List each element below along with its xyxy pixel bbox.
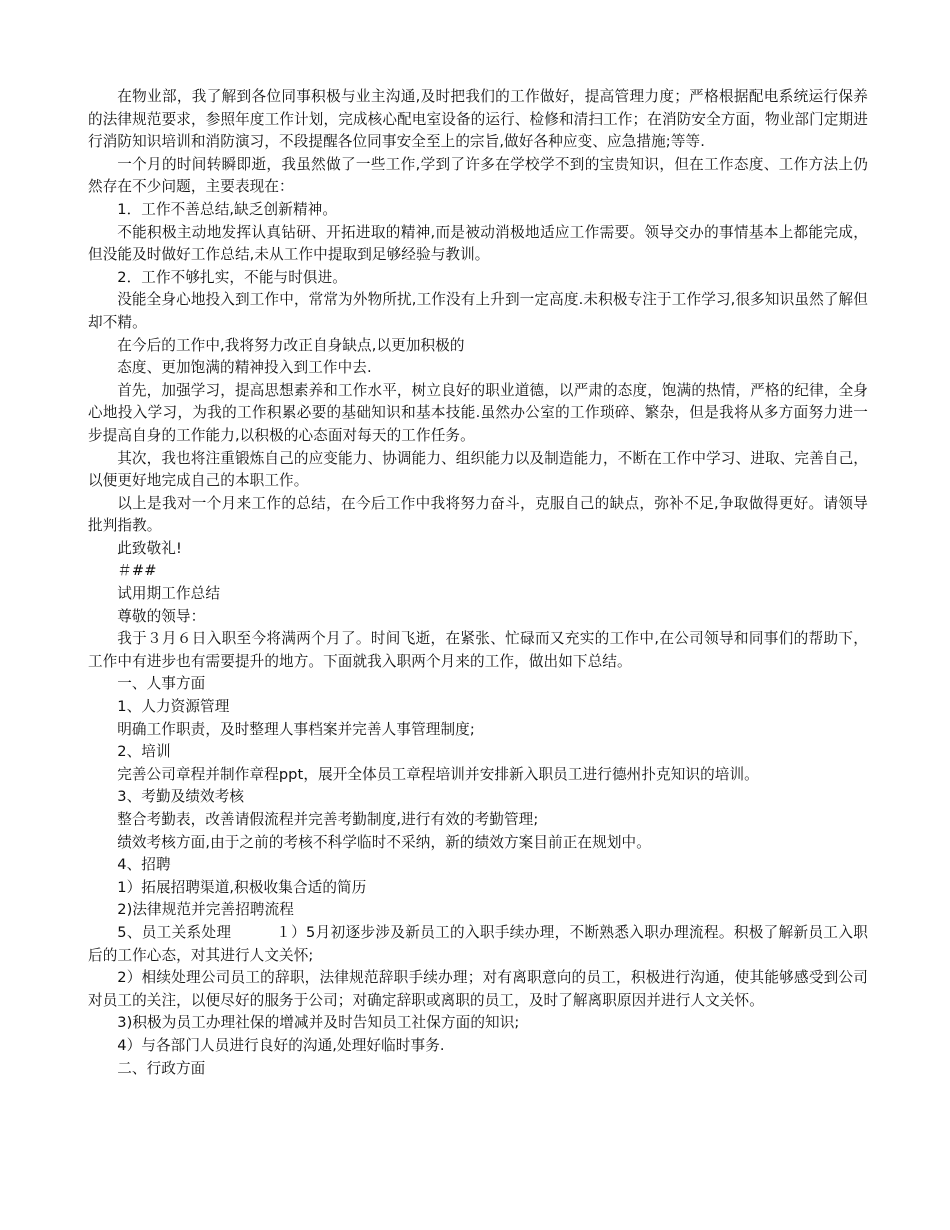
paragraph: 2．工作不够扎实，不能与时俱进。 xyxy=(117,268,347,286)
paragraph: 以上是我对一个月来工作的总结，在今后工作中我将努力奋斗，克服自己的缺点，弥补不足,争取做得更好。请领导批判指教。 xyxy=(88,494,868,535)
list-item: 3)积极为员工办理社保的增减并及时告知员工社保方面的知识; xyxy=(117,1014,520,1032)
paragraph: 完善公司章程并制作章程ppt，展开全体员工章程培训并安排新入职员工进行德州扑克知识的培训。 xyxy=(117,765,759,783)
paragraph: 绩效考核方面,由于之前的考核不科学临时不采纳，新的绩效方案目前正在规划中。 xyxy=(117,833,651,851)
closing-salutation: 此致敬礼! xyxy=(117,539,182,557)
paragraph: 首先，加强学习，提高思想素养和工作水平，树立良好的职业道德，以严肃的态度，饱满的热情，严格的纪律，全身心地投入学习，为我的工作积累必要的基础知识和基本技能.虽然办公室的工作琐碎、繁杂，但是我将从多方面努力进一步提高自身的工作能力,以积极的心态面对每天的工作任务。 xyxy=(88,381,868,444)
paragraph: 一个月的时间转瞬即逝，我虽然做了一些工作,学到了许多在学校学不到的宝贵知识，但在工作态度、工作方法上仍然存在不少问题，主要表现在： xyxy=(88,155,868,196)
subsection-heading: 3、考勤及绩效考核 xyxy=(117,788,245,806)
paragraph: 我于３月６日入职至今将满两个月了。时间飞逝，在紧张、忙碌而又充实的工作中,在公司领导和同事们的帮助下，工作中有进步也有需要提升的地方。下面就我入职两个月来的工作，做出如下总结。 xyxy=(88,630,868,670)
document-body xyxy=(88,86,868,1080)
paragraph: 5、员工关系处理 １）5月初逐步涉及新员工的入职手续办理，不断熟悉入职办理流程。积极了解新员工入职后的工作心态，对其进行人文关怀; xyxy=(88,923,868,964)
list-item: 2）相续处理公司员工的辞职，法律规范辞职手续办理；对有离职意向的员工，积极进行沟通，使其能够感受到公司对员工的关注，以便尽好的服务于公司；对确定辞职或离职的员工，及时了解离职原因并进行人文关怀。 xyxy=(88,969,868,1009)
section-heading: 二、行政方面 xyxy=(117,1059,206,1077)
list-item: 4）与各部门人员进行良好的沟通,处理好临时事务. xyxy=(117,1036,445,1054)
list-item: 1）拓展招聘渠道,积极收集合适的简历 xyxy=(117,878,367,896)
paragraph: 在今后的工作中,我将努力改正自身缺点,以更加积极的 xyxy=(117,336,465,354)
paragraph: 1．工作不善总结,缺乏创新精神。 xyxy=(117,200,338,218)
paragraph: 不能积极主动地发挥认真钻研、开拓进取的精神,而是被动消极地适应工作需要。领导交办的事情基本上都能完成，但没能及时做好工作总结,未从工作中提取到足够经验与教训。 xyxy=(88,223,868,264)
paragraph: 没能全身心地投入到工作中，常常为外物所扰,工作没有上升到一定高度.未积极专注于工作学习,很多知识虽然了解但却不精。 xyxy=(88,291,868,331)
paragraph: 整合考勤表，改善请假流程并完善考勤制度,进行有效的考勤管理; xyxy=(117,811,539,828)
section-separator: ＃## xyxy=(117,562,157,580)
paragraph: 态度、更加饱满的精神投入到工作中去. xyxy=(117,359,372,377)
subsection-heading: 4、招聘 xyxy=(117,856,171,874)
paragraph: 明确工作职责，及时整理人事档案并完善人事管理制度; xyxy=(117,720,475,738)
paragraph: 在物业部，我了解到各位同事积极与业主沟通,及时把我们的工作做好，提高管理力度；严格根据配电系统运行保养的法律规范要求，参照年度工作计划，完成核心配电室设备的运行、检修和清扫工作；在消防安全方面，物业部门定期进行消防知识培训和消防演习，不段提醒各位同事安全至上的宗旨,做好各种应变、应急措施;等等. xyxy=(88,88,868,151)
section-heading: 一、人事方面 xyxy=(117,675,206,693)
paragraph: 其次，我也将注重锻炼自己的应变能力、协调能力、组织能力以及制造能力，不断在工作中学习、进取、完善自己，以便更好地完成自己的本职工作。 xyxy=(88,449,868,490)
subsection-heading: 1、人力资源管理 xyxy=(117,698,230,716)
subsection-heading: 2、培训 xyxy=(117,743,171,761)
list-item: 2)法律规范并完善招聘流程 xyxy=(117,901,294,919)
document-title: 试用期工作总结 xyxy=(117,585,221,603)
greeting: 尊敬的领导： xyxy=(117,607,206,625)
